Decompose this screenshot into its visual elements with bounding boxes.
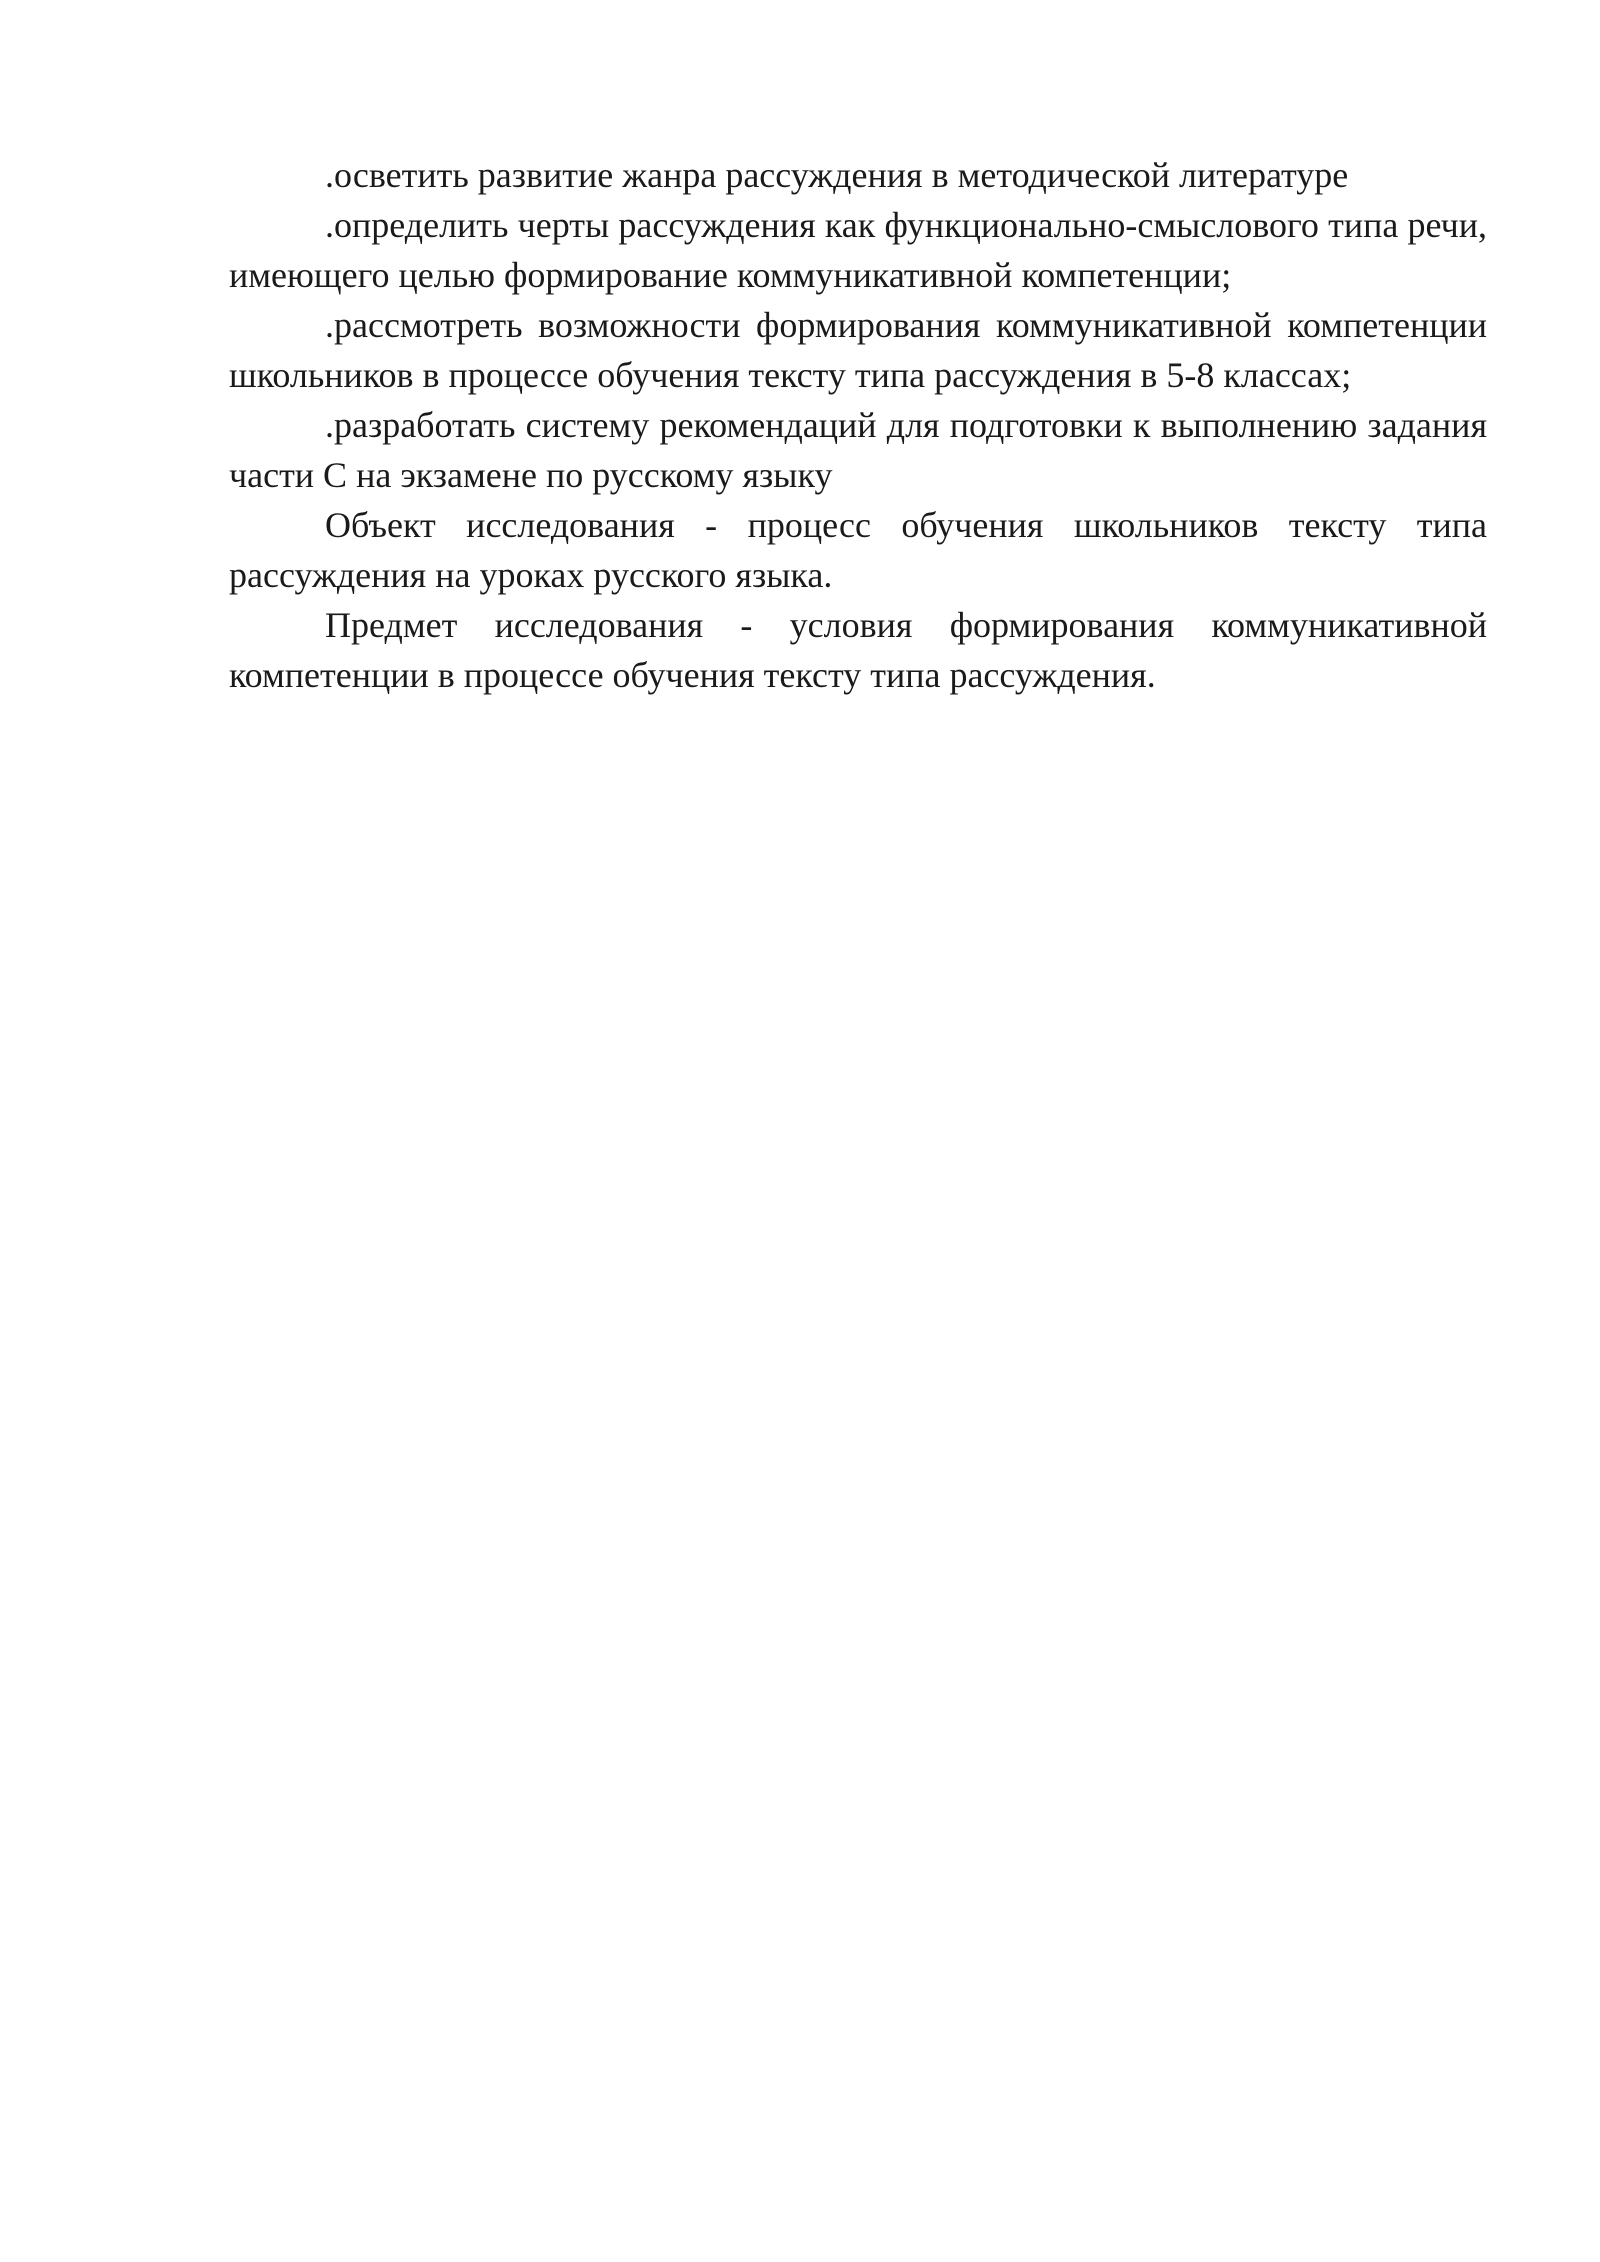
body-text [229, 150, 1487, 700]
research-object: Объект исследования - процесс обучения школьников тексту типа рассуждения на уроках русского языка. [229, 505, 1487, 595]
task-item-1: .осветить развитие жанра рассуждения в методической литературе [325, 155, 1349, 195]
task-item-2: .определить черты рассуждения как функционально-смыслового типа речи, имеющего целью формирование коммуникативной компетенции; [229, 205, 1487, 295]
task-item-3: .рассмотреть возможности формирования коммуникативной компетенции школьников в процессе обучения тексту типа рассуждения в 5-8 классах; [229, 305, 1487, 395]
task-item-4: .разработать систему рекомендаций для подготовки к выполнению задания части С на экзамене по русскому языку [229, 405, 1487, 495]
research-subject: Предмет исследования - условия формирования коммуникативной компетенции в процессе обучения тексту типа рассуждения. [229, 605, 1487, 695]
